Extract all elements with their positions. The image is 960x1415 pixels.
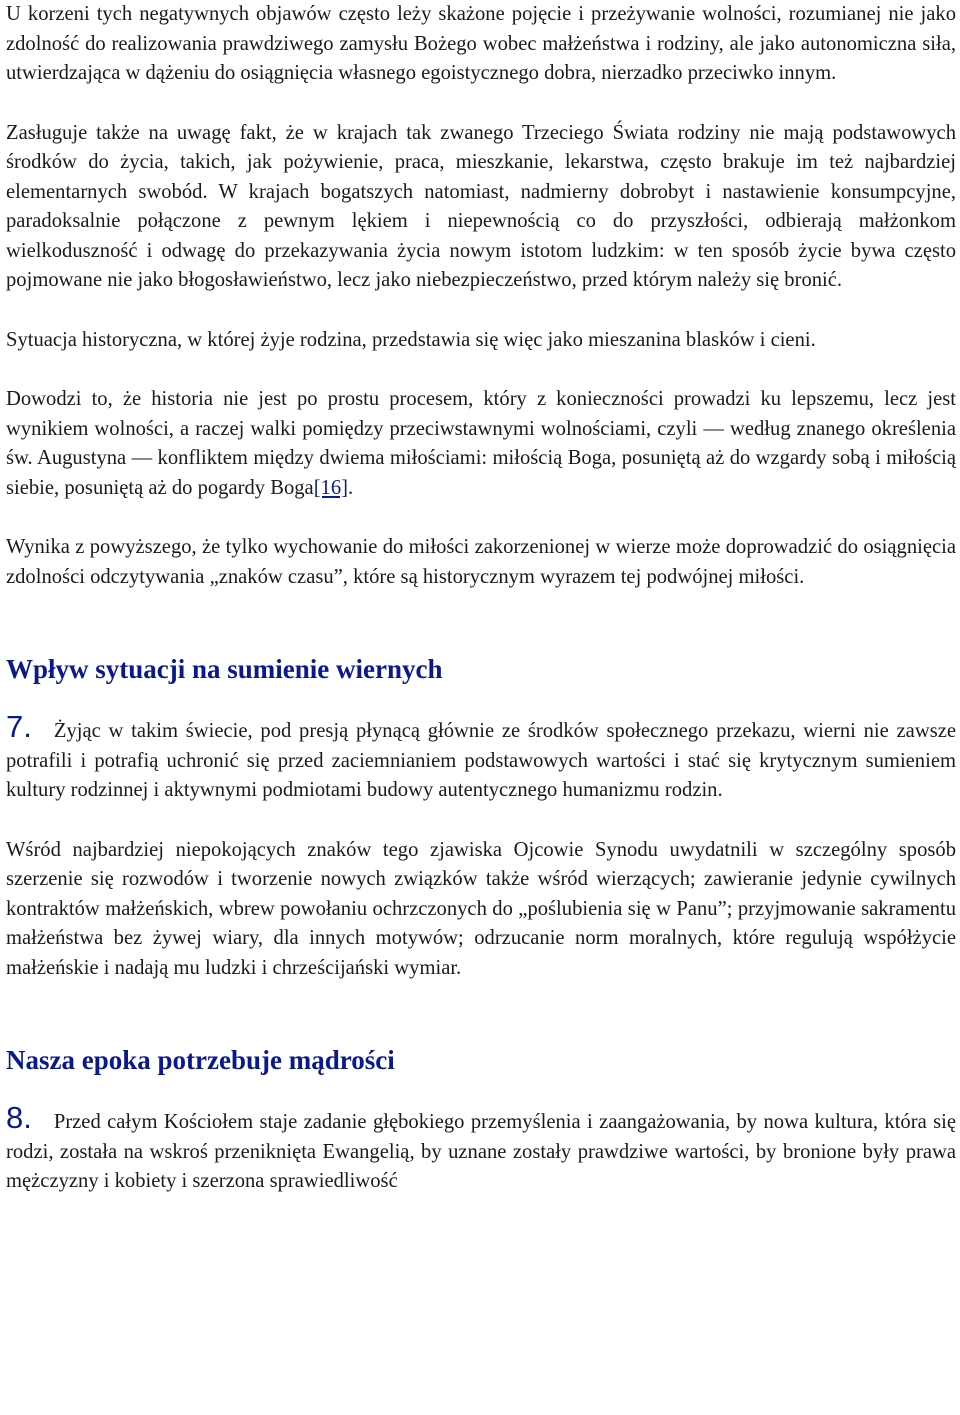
- paragraph-text: Przed całym Kościołem staje zadanie głębokiego przemyślenia i zaangażowania, by nowa kultura, która się rodzi, została na wskroś przeniknięta Ewangelią, by uznane zostały prawdziwe wartości, by bronione były prawa mężczyzny i kobiety i szerzona sprawiedliwość: [6, 1111, 956, 1192]
- paragraph: U korzeni tych negatywnych objawów często leży skażone pojęcie i przeżywanie wolności, rozumianej nie jako zdolność do realizowania prawdziwego zamysłu Bożego wobec małżeństwa i rodziny, ale jako autonomiczna siła, utwierdzająca w dążeniu do osiągnięcia własnego egoistycznego dobra, nierzadko przeciwko innym.: [6, 3, 956, 84]
- section-number: 7.: [6, 709, 32, 744]
- numbered-paragraph: [6, 709, 956, 806]
- document-page: [6, 0, 956, 1197]
- paragraph-text: Dowodzi to, że historia nie jest po prostu procesem, który z konieczności prowadzi ku lepszemu, lecz jest wynikiem wolności, a raczej walki pomiędzy przeciwstawnymi wolnościami, czyli — według znanego określenia św. Augustyna — konfliktem między dwiema miłościami: miłością Boga, posuniętą aż do wzgardy sobą i miłością siebie, posuniętą aż do pogardy Boga: [6, 388, 956, 499]
- paragraph-end: .: [348, 476, 354, 499]
- paragraph-text: Żyjąc w takim świecie, pod presją płynącą głównie ze środków społecznego przekazu, wierni nie zawsze potrafili i potrafią uchronić się przed zaciemnianiem podstawowych wartości i stać się krytycznym sumieniem kultury rodzinnej i aktywnymi podmiotami budowy autentycznego humanizmu rodzin.: [6, 720, 956, 801]
- section-heading-7: Wpływ sytuacji na sumienie wiernych: [6, 654, 443, 684]
- paragraph: Wśród najbardziej niepokojących znaków tego zjawiska Ojcowie Synodu uwydatnili w szczególny sposób szerzenie się rozwodów i tworzenie nowych związków także wśród wierzących; zawieranie jedynie cywilnych kontraktów małżeńskich, wbrew powołaniu ochrzczonych do „poślubienia się w Panu”; przyjmowanie sakramentu małżeństwa bez żywej wiary, dla innych motywów; odrzucanie norm moralnych, które regulują współżycie małżeńskie i nadają mu ludzki i chrześcijański wymiar.: [6, 838, 956, 979]
- footnote-link[interactable]: [16]: [313, 476, 348, 499]
- paragraph: Sytuacja historyczna, w której żyje rodzina, przedstawia się więc jako mieszanina blasków i cieni.: [6, 328, 816, 351]
- paragraph: Wynika z powyższego, że tylko wychowanie do miłości zakorzenionej w wierze może doprowadzić do osiągnięcia zdolności odczytywania „znaków czasu”, które są historycznym wyrazem tej podwójnej miłości.: [6, 536, 956, 588]
- paragraph: [6, 385, 956, 503]
- section-heading-8: Nasza epoka potrzebuje mądrości: [6, 1045, 395, 1075]
- paragraph: Zasługuje także na uwagę fakt, że w krajach tak zwanego Trzeciego Świata rodziny nie mają podstawowych środków do życia, takich, jak pożywienie, praca, mieszkanie, lekarstwa, często brakuje im też najbardziej elementarnych swobód. W krajach bogatszych natomiast, nadmierny dobrobyt i nastawienie konsumpcyjne, paradoksalnie połączone z pewnym lękiem i niepewnością co do przyszłości, odbierają małżonkom wielkoduszność i odwagę do przekazywania życia nowym istotom ludzkim: w ten sposób życie bywa często pojmowane nie jako błogosławieństwo, lecz jako niebezpieczeństwo, przed którym należy się bronić.: [6, 121, 956, 291]
- numbered-paragraph: [6, 1100, 956, 1197]
- section-number: 8.: [6, 1100, 32, 1135]
